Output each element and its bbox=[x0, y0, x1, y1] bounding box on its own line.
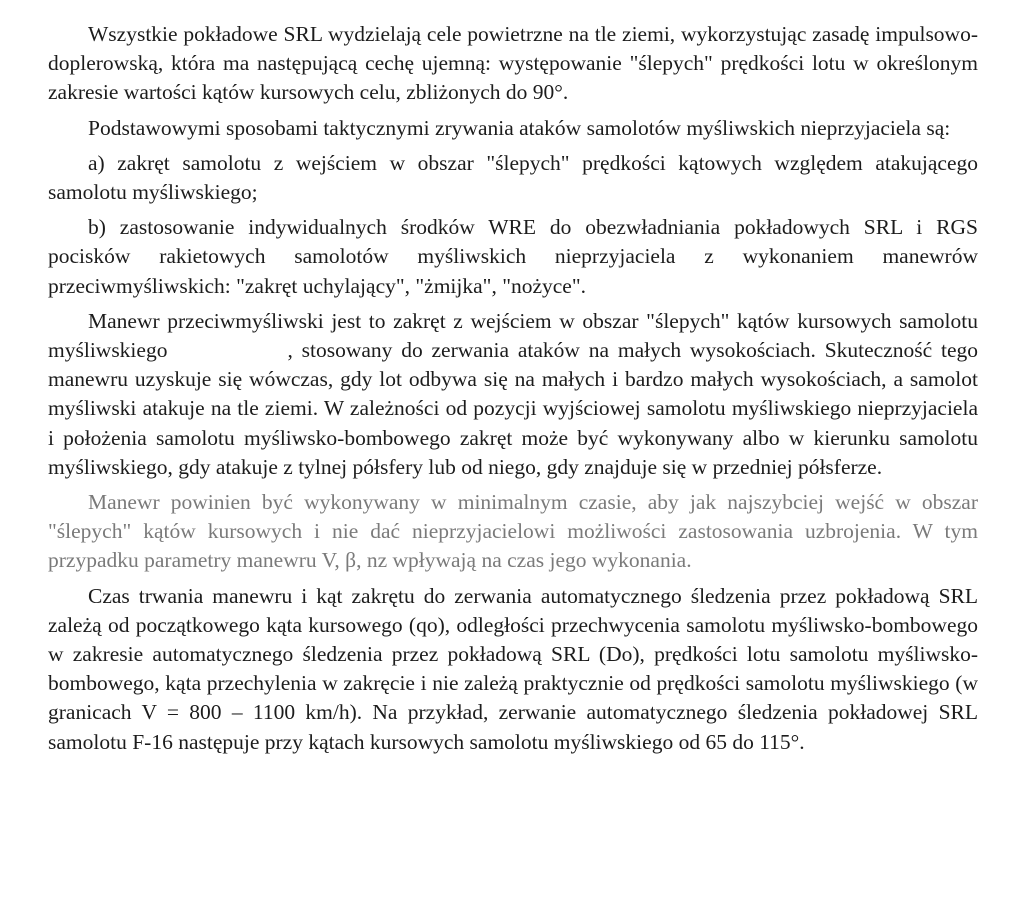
paragraph-maneuver-definition bbox=[48, 307, 978, 482]
paragraph-tactics-intro: Podstawowymi sposobami taktycznymi zrywania ataków samolotów myśliwskich nieprzyjaciela są: bbox=[88, 115, 951, 140]
paragraph-maneuver-time: Manewr powinien być wykonywany w minimalnym czasie, aby jak najszybciej wejść w obszar "ślepych" kątów kursowych i nie dać nieprzyjacielowi możliwości zastosowania uzbrojenia. W tym przypadku parametry manewru V, β, nz wpływają na czas jego wykonania. bbox=[48, 490, 978, 573]
document-page bbox=[48, 20, 978, 757]
paragraph-duration-factors: Czas trwania manewru i kąt zakrętu do zerwania automatycznego śledzenia przez pokładową SRL zależą od początkowego kąta kursowego (qo), odległości przechwycenia samolotu myśliwsko-bombowego w zakresie automatycznego śledzenia przez pokładową SRL (Do), prędkości lotu samolotu myśliwsko-bombowego, kąta przechylenia w zakręcie i nie zależą praktycznie od prędkości samolotu myśliwskiego (w granicach V = 800 – 1100 km/h). Na przykład, zerwanie automatycznego śledzenia pokładowej SRL samolotu F-16 następuje przy kątach kursowych samolotu myśliwskiego od 65 do 115°. bbox=[48, 583, 978, 754]
maneuver-definition-start: Manewr przeciwmyśliwski jest to zakręt z wejściem w obszar "ślepych" kątów kursowych samolotu myśliwskiego bbox=[48, 308, 978, 363]
paragraph-srl-principle: Wszystkie pokładowe SRL wydzielają cele powietrzne na tle ziemi, wykorzystując zasadę impulsowo-doplerowską, która ma następującą cechę ujemną: występowanie "ślepych" prędkości lotu w określonym zakresie wartości kątów kursowych celu, zbliżonych do 90°. bbox=[48, 22, 978, 105]
list-item-a: a) zakręt samolotu z wejściem w obszar "ślepych" prędkości kątowych względem atakującego samolotu myśliwskiego; bbox=[48, 150, 978, 205]
list-item-b: b) zastosowanie indywidualnych środków WRE do obezwładniania pokładowych SRL i RGS pocisków rakietowych samolotów myśliwskich nieprzyjaciela z wykonaniem manewrów przeciwmyśliwskich: "zakręt uchylający", "żmijka", "nożyce". bbox=[48, 215, 978, 298]
maneuver-definition-rest: , stosowany do zerwania ataków na małych wysokościach. Skuteczność tego manewru uzyskuje się wówczas, gdy lot odbywa się na małych i bardzo małych wysokościach, a samolot myśliwski atakuje na tle ziemi. W zależności od pozycji wyjściowej samolotu myśliwskiego nieprzyjaciela i położenia samolotu myśliwsko-bombowego zakręt może być wykonywany albo w kierunku samolotu myśliwskiego, gdy atakuje z tylnej półsfery lub od niego, gdy znajduje się w przedniej półsferze. bbox=[48, 338, 978, 479]
